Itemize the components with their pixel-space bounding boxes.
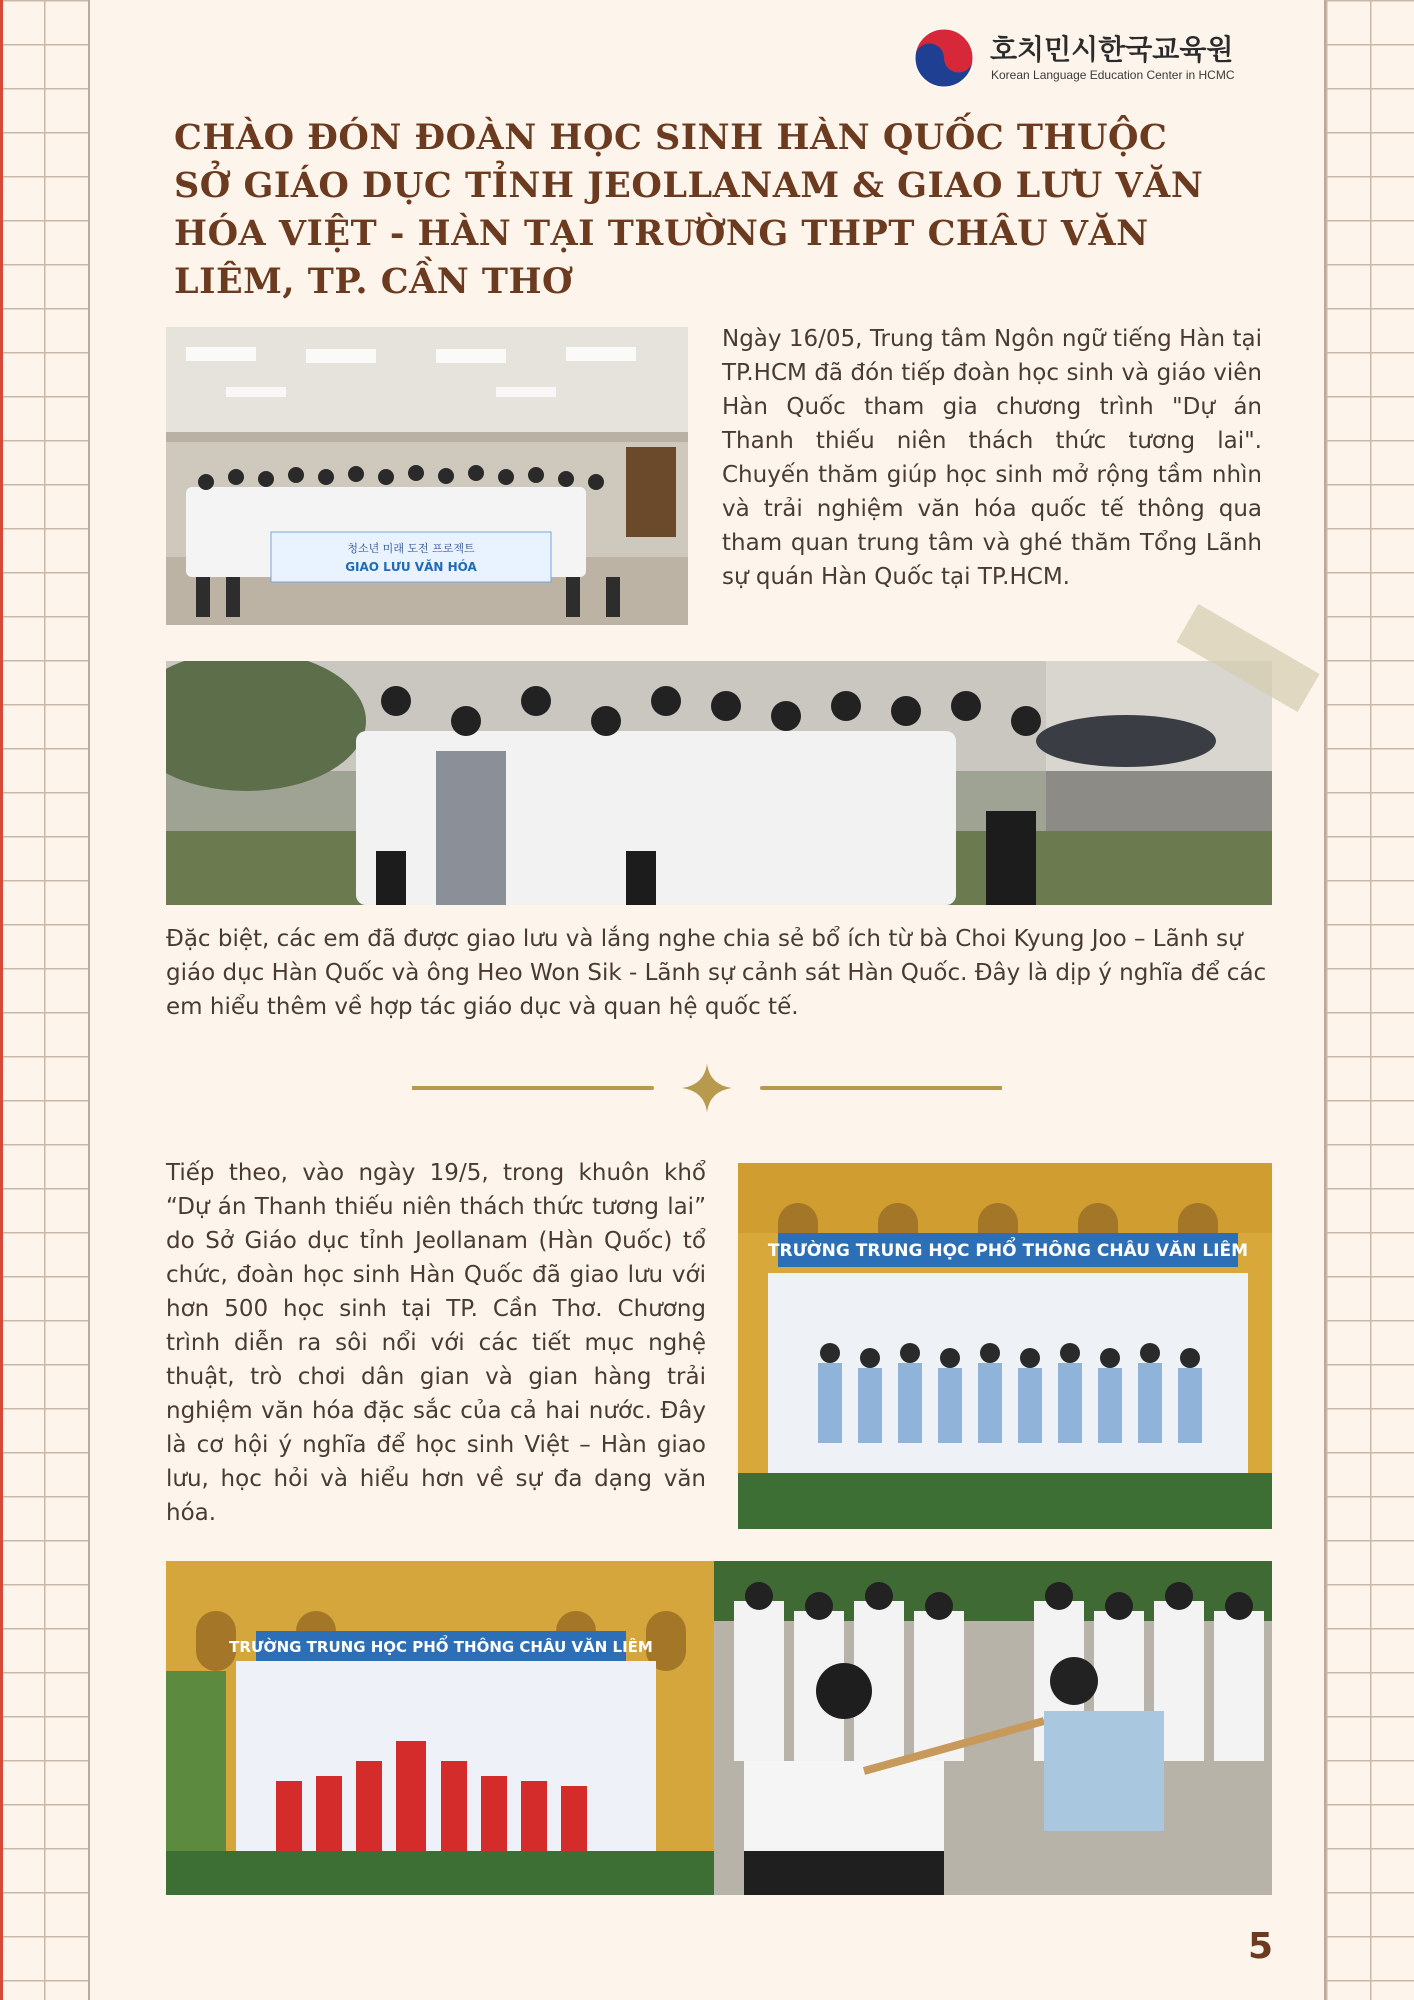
grid-border-left bbox=[0, 0, 90, 2000]
page-number: 5 bbox=[1248, 1926, 1274, 1967]
photo-group-indoor bbox=[166, 327, 688, 625]
paragraph-intro: Ngày 16/05, Trung tâm Ngôn ngữ tiếng Hàn tại TP.HCM đã đón tiếp đoàn học sinh và giáo viên Hàn Quốc tham gia chương trình "Dự án Thanh thiếu niên thách thức tương lai". Chuyến thăm giúp học sinh mở rộng tầm nhìn và trải nghiệm văn hóa quốc tế thông qua tham quan trung tâm và ghé thăm Tổng Lãnh sự quán Hàn Quốc tại TP.HCM. bbox=[722, 326, 1262, 590]
grid-border-right bbox=[1324, 0, 1414, 2000]
photo-traditional-dance bbox=[166, 1561, 714, 1895]
margin-line bbox=[0, 0, 3, 2000]
taegeuk-icon bbox=[914, 28, 974, 88]
logo-korean-text: 호치민시한국교육원 bbox=[990, 33, 1234, 66]
logo-english-text: Korean Language Education Center in HCMC bbox=[991, 68, 1235, 82]
sparkle-icon bbox=[682, 1064, 732, 1112]
photo-group-outdoor bbox=[166, 661, 1272, 905]
star-divider bbox=[412, 1064, 1002, 1112]
center-logo bbox=[914, 24, 1264, 90]
school-sign-text: TRƯỜNG TRUNG HỌC PHỔ THÔNG CHÂU VĂN LIÊM bbox=[767, 1241, 1249, 1261]
photo-folk-game bbox=[714, 1561, 1272, 1895]
paragraph-consul-talk: Đặc biệt, các em đã được giao lưu và lắng nghe chia sẻ bổ ích từ bà Choi Kyung Joo – Lãnh sự giáo dục Hàn Quốc và ông Heo Won Sik - Lãnh sự cảnh sát Hàn Quốc. Đây là dịp ý nghĩa để các em hiểu thêm về hợp tác giáo dục và quan hệ quốc tế. bbox=[166, 926, 1267, 1020]
school-sign-2-text: TRƯỜNG TRUNG HỌC PHỔ THÔNG CHÂU VĂN LIÊM bbox=[229, 1638, 653, 1656]
banner-vn-text: GIAO LƯU VĂN HÓA bbox=[345, 560, 477, 574]
paragraph-can-tho-exchange: Tiếp theo, vào ngày 19/5, trong khuôn khổ “Dự án Thanh thiếu niên thách thức tương lai” do Sở Giáo dục tỉnh Jeollanam (Hàn Quốc) tổ chức, đoàn học sinh Hàn Quốc đã giao lưu với hơn 500 học sinh tại TP. Cần Thơ. Chương trình diễn ra sôi nổi với các tiết mục nghệ thuật, trò chơi dân gian và gian hàng trải nghiệm văn hóa đặc sắc của cả hai nước. Đây là cơ hội ý nghĩa để học sinh Việt – Hàn giao lưu, học hỏi và hiểu hơn về sự đa dạng văn hóa. bbox=[166, 1160, 706, 1526]
photo-stage-performance bbox=[738, 1163, 1272, 1529]
article-title: CHÀO ĐÓN ĐOÀN HỌC SINH HÀN QUỐC THUỘC SỞ GIÁO DỤC TỈNH JEOLLANAM & GIAO LƯU VĂN HÓA VIỆT - HÀN TẠI TRƯỜNG THPT CHÂU VĂN LIÊM, TP. CẦN THƠ bbox=[174, 117, 1204, 302]
banner-korean-text: 청소년 미래 도전 프로젝트 bbox=[347, 542, 475, 555]
